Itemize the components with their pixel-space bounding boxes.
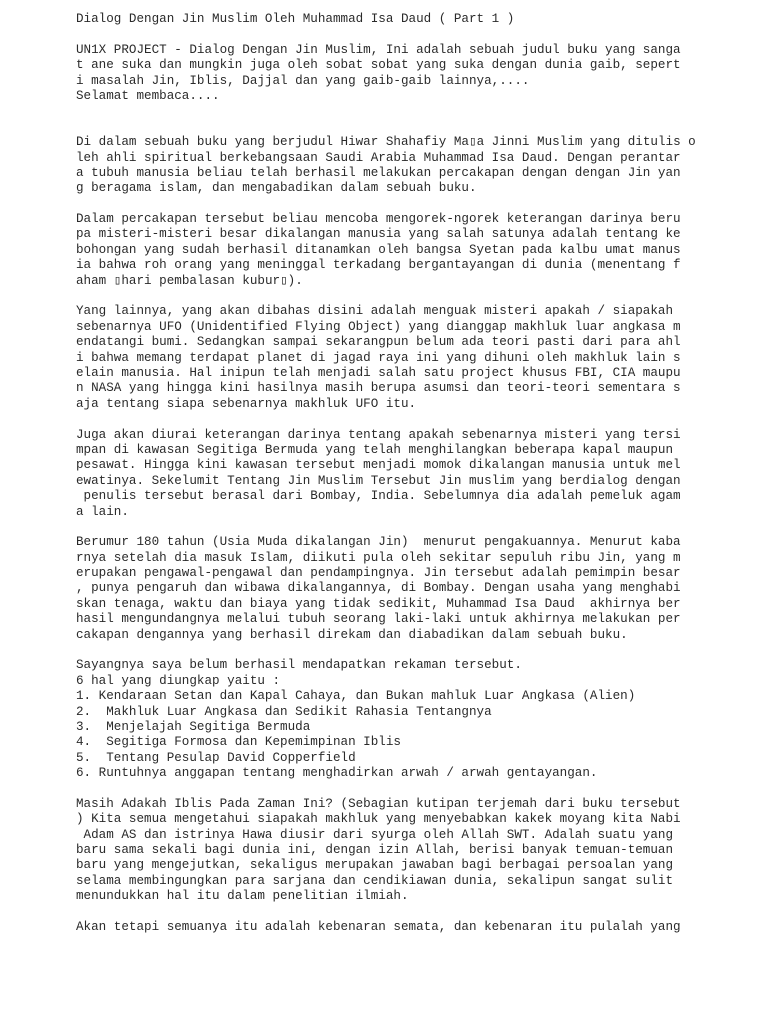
blank-line bbox=[76, 905, 736, 920]
text-line: ia bahwa roh orang yang meninggal terkadang bergantayangan di dunia (menentang f bbox=[76, 258, 681, 273]
text-line: leh ahli spiritual berkebangsaan Saudi Arabia Muhammad Isa Daud. Dengan perantar bbox=[76, 150, 681, 165]
text-line: Selamat membaca.... bbox=[76, 88, 220, 103]
text-line: 2. Makhluk Luar Angkasa dan Sedikit Rahasia Tentangnya bbox=[76, 704, 492, 719]
text-line: elain manusia. Hal inipun telah menjadi salah satu project khusus FBI, CIA maupu bbox=[76, 365, 681, 380]
text-line: bohongan yang sudah berhasil ditanamkan oleh bangsa Syetan pada kalbu umat manus bbox=[76, 242, 681, 257]
blank-line bbox=[76, 412, 736, 427]
text-line: Di dalam sebuah buku yang berjudul Hiwar Shahafiy Ma▯a Jinni Muslim yang ditulis o bbox=[76, 135, 696, 150]
text-line: a tubuh manusia beliau telah berhasil melakukan percakapan dengan dengan Jin yan bbox=[76, 165, 681, 180]
text-line: baru yang mengejutkan, sekaligus merupakan jawaban bagi berbagai persoalan yang bbox=[76, 858, 674, 873]
text-line: g beragama islam, dan mengabadikan dalam sebuah buku. bbox=[76, 181, 477, 196]
text-line: UN1X PROJECT - Dialog Dengan Jin Muslim, Ini adalah sebuah judul buku yang sanga bbox=[76, 42, 681, 57]
text-line: , punya pengaruh dan wibawa dikalangannya, di Bombay. Dengan usaha yang menghabi bbox=[76, 581, 681, 596]
text-line: 1. Kendaraan Setan dan Kapal Cahaya, dan Bukan mahluk Luar Angkasa (Alien) bbox=[76, 689, 636, 704]
text-line: a lain. bbox=[76, 504, 129, 519]
text-line: endatangi bumi. Sedangkan sampai sekarangpun belum ada teori pasti dari para ahl bbox=[76, 335, 681, 350]
blank-line bbox=[76, 520, 736, 535]
text-line: Dalam percakapan tersebut beliau mencoba mengorek-ngorek keterangan darinya beru bbox=[76, 212, 681, 227]
text-line: n NASA yang hingga kini hasilnya masih berupa asumsi dan teori-teori sementara s bbox=[76, 381, 681, 396]
blank-line bbox=[76, 197, 736, 212]
text-line: pesawat. Hingga kini kawasan tersebut menjadi momok dikalangan manusia untuk mel bbox=[76, 458, 681, 473]
text-line: ) Kita semua mengetahui siapakah makhluk yang menyebabkan kakek moyang kita Nabi bbox=[76, 812, 681, 827]
text-line: selama membingungkan para sarjana dan cendikiawan dunia, sekalipun sangat sulit bbox=[76, 873, 674, 888]
blank-line bbox=[76, 782, 736, 797]
blank-line bbox=[76, 27, 736, 42]
blank-line bbox=[76, 104, 736, 119]
text-line: 6 hal yang diungkap yaitu : bbox=[76, 673, 281, 688]
text-line: sebenarnya UFO (Unidentified Flying Object) yang dianggap makhluk luar angkasa m bbox=[76, 319, 681, 334]
blank-line bbox=[76, 120, 736, 135]
blank-line bbox=[76, 643, 736, 658]
text-line: erupakan pengawal-pengawal dan pendampingnya. Jin tersebut adalah pemimpin besar bbox=[76, 566, 681, 581]
text-line: Masih Adakah Iblis Pada Zaman Ini? (Sebagian kutipan terjemah dari buku tersebut bbox=[76, 796, 681, 811]
text-line: i bahwa memang terdapat planet di jagad raya ini yang dihuni oleh makhluk lain s bbox=[76, 350, 681, 365]
text-line: Akan tetapi semuanya itu adalah kebenaran semata, dan kebenaran itu pulalah yang bbox=[76, 920, 681, 935]
text-line: 3. Menjelajah Segitiga Bermuda bbox=[76, 719, 311, 734]
text-line: skan tenaga, waktu dan biaya yang tidak sedikit, Muhammad Isa Daud akhirnya ber bbox=[76, 596, 681, 611]
text-line: Dialog Dengan Jin Muslim Oleh Muhammad Isa Daud ( Part 1 ) bbox=[76, 12, 515, 26]
text-line: rnya setelah dia masuk Islam, diikuti pula oleh sekitar sepuluh ribu Jin, yang m bbox=[76, 550, 681, 565]
text-line: menundukkan hal itu dalam penelitian ilmiah. bbox=[76, 889, 409, 904]
text-line: hasil mengundangnya melalui tubuh seorang laki-laki untuk akhirnya melakukan per bbox=[76, 612, 681, 627]
text-line: Juga akan diurai keterangan darinya tentang apakah sebenarnya misteri yang tersi bbox=[76, 427, 681, 442]
text-line: 6. Runtuhnya anggapan tentang menghadirkan arwah / arwah gentayangan. bbox=[76, 766, 598, 781]
text-line: t ane suka dan mungkin juga oleh sobat sobat yang suka dengan dunia gaib, sepert bbox=[76, 58, 681, 73]
text-line: Berumur 180 tahun (Usia Muda dikalangan Jin) menurut pengakuannya. Menurut kaba bbox=[76, 535, 681, 550]
text-line: aham ▯hari pembalasan kubur▯). bbox=[76, 273, 303, 288]
text-line: pa misteri-misteri besar dikalangan manusia yang salah satunya adalah tentang ke bbox=[76, 227, 681, 242]
text-line: 4. Segitiga Formosa dan Kepemimpinan Iblis bbox=[76, 735, 401, 750]
text-line: penulis tersebut berasal dari Bombay, India. Sebelumnya dia adalah pemeluk agam bbox=[76, 489, 681, 504]
text-line: mpan di kawasan Segitiga Bermuda yang telah menghilangkan beberapa kapal maupun bbox=[76, 442, 674, 457]
text-line: ewatinya. Sekelumit Tentang Jin Muslim Tersebut Jin muslim yang berdialog dengan bbox=[76, 473, 681, 488]
text-line: i masalah Jin, Iblis, Dajjal dan yang gaib-gaib lainnya,.... bbox=[76, 73, 530, 88]
text-line: baru sama sekali bagi dunia ini, dengan izin Allah, berisi banyak temuan-temuan bbox=[76, 843, 674, 858]
text-line: cakapan dengannya yang berhasil direkam dan diabadikan dalam sebuah buku. bbox=[76, 627, 628, 642]
text-line: Adam AS dan istrinya Hawa diusir dari syurga oleh Allah SWT. Adalah suatu yang bbox=[76, 827, 674, 842]
text-line: Yang lainnya, yang akan dibahas disini adalah menguak misteri apakah / siapakah bbox=[76, 304, 674, 319]
blank-line bbox=[76, 289, 736, 304]
text-line: 5. Tentang Pesulap David Copperfield bbox=[76, 750, 356, 765]
text-line: aja tentang siapa sebenarnya makhluk UFO itu. bbox=[76, 396, 417, 411]
document-text bbox=[76, 12, 736, 935]
text-line: Sayangnya saya belum berhasil mendapatkan rekaman tersebut. bbox=[76, 658, 522, 673]
